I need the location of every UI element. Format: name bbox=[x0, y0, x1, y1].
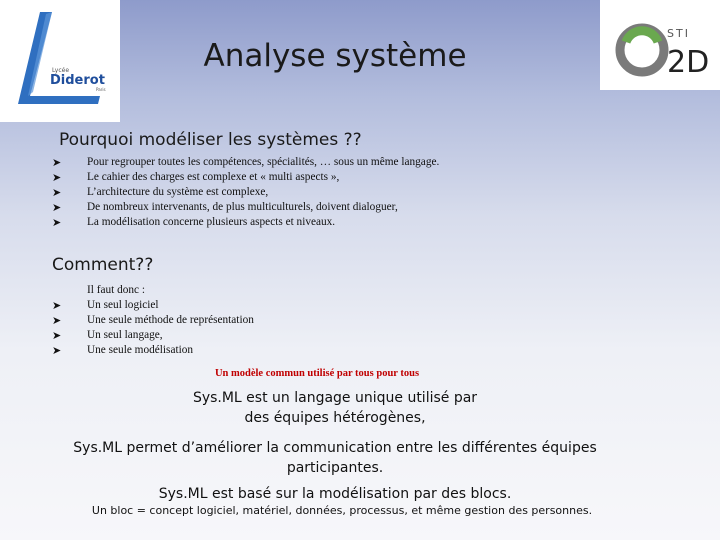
paragraph-1 bbox=[0, 388, 670, 428]
list-item-text: Pour regrouper toutes les compétences, spécialités, … sous un même langage. bbox=[87, 156, 440, 168]
paragraph-1-line1: Sys.ML est un langage unique utilisé par bbox=[192, 390, 478, 406]
list-item bbox=[52, 313, 254, 328]
logo-line2: Diderot bbox=[50, 73, 105, 88]
arrow-bullet-icon: ➤ bbox=[52, 156, 62, 169]
arrow-bullet-icon: ➤ bbox=[52, 314, 62, 327]
logo-line3: Paris bbox=[96, 87, 106, 92]
arrow-bullet-icon: ➤ bbox=[52, 201, 62, 214]
list-item-text: L’architecture du système est complexe, bbox=[87, 186, 269, 198]
list-item-text: Une seule modélisation bbox=[87, 344, 194, 356]
logo-line1: Lycée bbox=[52, 67, 70, 74]
list-item-text: Un seul langage, bbox=[87, 329, 163, 341]
sti-text: STI bbox=[667, 27, 690, 40]
arrow-bullet-icon: ➤ bbox=[52, 344, 62, 357]
paragraph-2-line2: participantes. bbox=[286, 460, 384, 476]
2d-text: 2D bbox=[667, 45, 710, 80]
list-item bbox=[52, 328, 254, 343]
section1-list bbox=[52, 155, 439, 230]
list-intro-text: Il faut donc : bbox=[87, 284, 146, 296]
page-title: Analyse système bbox=[203, 38, 467, 74]
list-item bbox=[52, 343, 254, 358]
arrow-bullet-icon: ➤ bbox=[52, 329, 62, 342]
paragraph-4: Un bloc = concept logiciel, matériel, données, processus, et même gestion des personnes. bbox=[91, 504, 593, 517]
paragraph-2 bbox=[0, 438, 670, 478]
section2-heading: Comment?? bbox=[52, 255, 154, 275]
paragraph-3: Sys.ML est basé sur la modélisation par des blocs. bbox=[158, 486, 512, 502]
paragraph-2-line1: Sys.ML permet d’améliorer la communication entre les différentes équipes bbox=[73, 440, 597, 456]
arrow-bullet-icon: ➤ bbox=[52, 216, 62, 229]
section1-heading: Pourquoi modéliser les systèmes ?? bbox=[59, 130, 362, 150]
list-item-text: De nombreux intervenants, de plus multiculturels, doivent dialoguer, bbox=[87, 201, 398, 213]
list-item-text: La modélisation concerne plusieurs aspects et niveaux. bbox=[87, 216, 336, 228]
list-item-text: Une seule méthode de représentation bbox=[87, 314, 254, 326]
list-item bbox=[52, 185, 439, 200]
section2-list bbox=[52, 283, 254, 358]
list-item bbox=[52, 155, 439, 170]
list-intro bbox=[52, 283, 254, 298]
highlight-text: Un modèle commun utilisé par tous pour tous bbox=[214, 368, 420, 379]
paragraph-1-line2: des équipes hétérogènes, bbox=[244, 410, 426, 426]
arrow-bullet-icon: ➤ bbox=[52, 186, 62, 199]
list-item-text: Le cahier des charges est complexe et « multi aspects », bbox=[87, 171, 340, 183]
arrow-bullet-icon: ➤ bbox=[52, 299, 62, 312]
list-item bbox=[52, 298, 254, 313]
arrow-bullet-icon: ➤ bbox=[52, 171, 62, 184]
list-item bbox=[52, 215, 439, 230]
list-item-text: Un seul logiciel bbox=[87, 299, 159, 311]
list-item bbox=[52, 170, 439, 185]
list-item bbox=[52, 200, 439, 215]
